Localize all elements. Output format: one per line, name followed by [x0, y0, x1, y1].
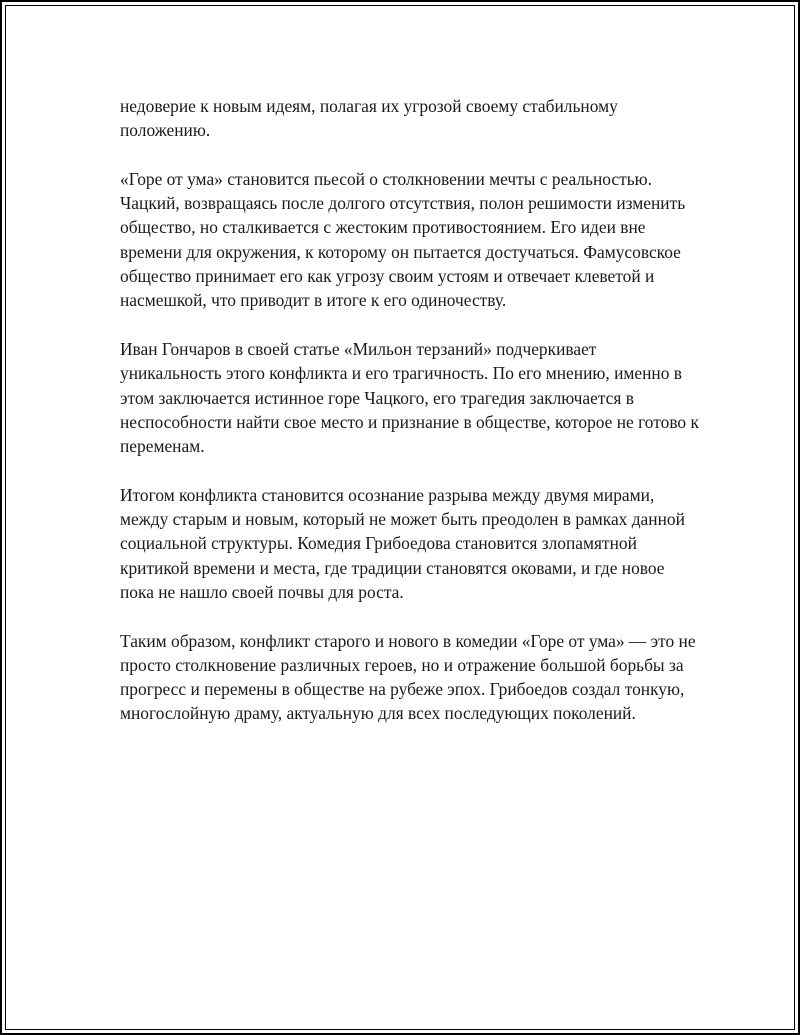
paragraph-goncharov: Иван Гончаров в своей статье «Мильон терзаний» подчеркивает уникальность этого конфликта и его трагичность. По его мнению, именно в этом заключается истинное горе Чацкого, его трагедия заключается в неспособности найти свое место и признание в обществе, которое не готово к переменам. — [120, 338, 699, 457]
paragraph-play-conflict: «Горе от ума» становится пьесой о столкновении мечты с реальностью. Чацкий, возвращаясь после долгого отсутствия, полон решимости изменить общество, но сталкивается с жестоким противостоянием. Его идеи вне времени для окружения, к которому он пытается достучаться. Фамусовское общество принимает его как угрозу своим устоям и отвечает клеветой и насмешкой, что приводит в итоге к его одиночеству. — [120, 168, 686, 311]
paragraph-conclusion: Таким образом, конфликт старого и нового в комедии «Горе от ума» — это не просто столкновение различных героев, но и отражение большой борьбы за прогресс и перемены в обществе на рубеже эпох. Грибоедов создал тонкую, многослойную драму, актуальную для всех последующих поколений. — [120, 630, 696, 724]
paragraph-outcome: Итогом конфликта становится осознание разрыва между двумя мирами, между старым и новым, который не может быть преодолен в рамках данной социальной структуры. Комедия Грибоедова становится злопамятной критикой времени и места, где традиции становятся оковами, и где новое пока не нашло своей почвы для роста. — [120, 484, 685, 602]
document-body — [120, 94, 700, 750]
paragraph-continuation: недоверие к новым идеям, полагая их угрозой своему стабильному положению. — [120, 96, 618, 141]
